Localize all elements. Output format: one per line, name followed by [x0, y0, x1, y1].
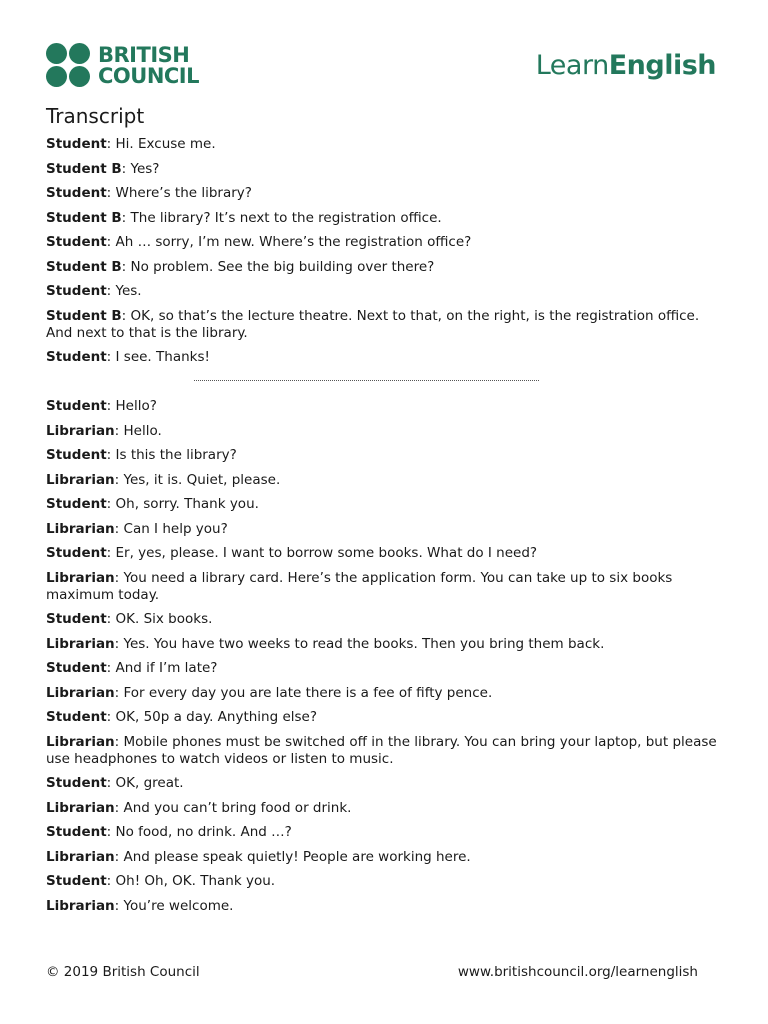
logo-dot	[46, 43, 67, 64]
line-text: : Hi. Excuse me.	[106, 136, 216, 152]
dialogue-line	[46, 611, 726, 628]
speaker-name: Librarian	[46, 733, 115, 750]
line-text: : Hello.	[114, 422, 162, 439]
transcript-body	[46, 136, 726, 922]
dialogue-line	[46, 660, 726, 677]
dialogue-line	[46, 873, 726, 890]
logo-dot	[69, 66, 90, 87]
dialogue-line	[46, 496, 726, 513]
line-text: : And you can’t bring food or drink.	[114, 799, 352, 816]
speaker-name: Student B	[46, 160, 122, 177]
speaker-name: Student	[46, 611, 107, 627]
line-text: : OK. Six books.	[106, 611, 213, 627]
speaker-name: Librarian	[46, 848, 115, 865]
dialogue-line	[46, 824, 726, 841]
line-text: : Mobile phones must be switched off in the library. You can bring your laptop, but please use headphones to watch videos or listen to music.	[46, 733, 717, 767]
page-title: Transcript	[46, 104, 145, 128]
dialogue-line	[46, 849, 726, 866]
dialogue-line	[46, 521, 726, 538]
speaker-name: Librarian	[46, 471, 115, 488]
dotted-separator	[194, 380, 539, 381]
dialogue-line	[46, 423, 726, 440]
line-text: : You’re welcome.	[114, 897, 234, 914]
line-text: : Ah … sorry, I’m new. Where’s the registration office?	[106, 234, 472, 250]
line-text: : Is this the library?	[106, 447, 237, 463]
speaker-name: Student	[46, 349, 107, 365]
dialogue-line	[46, 398, 726, 415]
speaker-name: Student B	[46, 258, 122, 275]
line-text: : OK, so that’s the lecture theatre. Next to that, on the right, is the registration office. And next to that is the library.	[46, 307, 700, 341]
dialogue-line	[46, 775, 726, 792]
speaker-name: Student	[46, 398, 107, 414]
speaker-name: Student	[46, 234, 107, 250]
dialogue-line	[46, 210, 726, 227]
british-council-wordmark	[98, 45, 199, 87]
line-text: : Yes, it is. Quiet, please.	[114, 471, 281, 488]
line-text: : Oh! Oh, OK. Thank you.	[106, 873, 276, 889]
line-text: : I see. Thanks!	[106, 349, 210, 365]
line-text: : OK, 50p a day. Anything else?	[106, 709, 318, 725]
british-council-dots-icon	[46, 43, 92, 89]
british-council-logo	[46, 43, 199, 89]
line-text: : You need a library card. Here’s the application form. You can take up to six books maximum today.	[46, 569, 673, 603]
dialogue-line	[46, 685, 726, 702]
line-text: : And if I’m late?	[106, 660, 218, 676]
speaker-name: Student	[46, 545, 107, 561]
dialogue-line	[46, 161, 726, 178]
line-text: : For every day you are late there is a fee of fifty pence.	[114, 684, 493, 701]
speaker-name: Student	[46, 775, 107, 791]
speaker-name: Student B	[46, 307, 122, 324]
speaker-name: Student	[46, 496, 107, 512]
line-text: : The library? It’s next to the registration office.	[121, 209, 442, 226]
line-text: : Er, yes, please. I want to borrow some books. What do I need?	[106, 545, 538, 561]
brand-line-1: BRITISH	[98, 43, 190, 67]
speaker-name: Student	[46, 447, 107, 463]
dialogue-line	[46, 570, 726, 604]
dialogue-line	[46, 308, 726, 342]
dialogue-line	[46, 234, 726, 251]
speaker-name: Librarian	[46, 897, 115, 914]
line-text: : Where’s the library?	[106, 185, 252, 201]
speaker-name: Student B	[46, 209, 122, 226]
dialogue-line	[46, 734, 726, 768]
footer-copyright: © 2019 British Council	[46, 964, 200, 980]
dialogue-line	[46, 349, 726, 366]
line-text: : And please speak quietly! People are working here.	[114, 848, 471, 865]
line-text: : Can I help you?	[114, 520, 228, 537]
logo-dot	[69, 43, 90, 64]
dialogue-line	[46, 136, 726, 153]
line-text: : Hello?	[106, 398, 157, 414]
speaker-name: Student	[46, 136, 107, 152]
line-text: : Yes.	[106, 283, 142, 299]
dialogue-line	[46, 259, 726, 276]
line-text: : No problem. See the big building over there?	[121, 258, 435, 275]
speaker-name: Student	[46, 873, 107, 889]
dialogue-line	[46, 545, 726, 562]
speaker-name: Student	[46, 709, 107, 725]
dialogue-line	[46, 283, 726, 300]
dialogue-2	[46, 398, 726, 915]
line-text: : Yes. You have two weeks to read the books. Then you bring them back.	[114, 635, 605, 652]
speaker-name: Student	[46, 185, 107, 201]
dialogue-1	[46, 136, 726, 366]
speaker-name: Student	[46, 660, 107, 676]
speaker-name: Librarian	[46, 569, 115, 586]
line-text: : Yes?	[121, 160, 160, 177]
dialogue-line	[46, 898, 726, 915]
brand-line-2: COUNCIL	[98, 64, 199, 88]
speaker-name: Librarian	[46, 684, 115, 701]
dialogue-line	[46, 472, 726, 489]
dialogue-line	[46, 185, 726, 202]
dialogue-line	[46, 636, 726, 653]
line-text: : Oh, sorry. Thank you.	[106, 496, 259, 512]
learn-text: Learn	[535, 50, 609, 81]
learnenglish-logo	[536, 50, 716, 81]
english-text: English	[608, 50, 716, 81]
logo-dot	[46, 66, 67, 87]
speaker-name: Librarian	[46, 520, 115, 537]
speaker-name: Librarian	[46, 799, 115, 816]
speaker-name: Librarian	[46, 635, 115, 652]
speaker-name: Student	[46, 824, 107, 840]
line-text: : OK, great.	[106, 775, 184, 791]
page-header	[0, 0, 768, 100]
dialogue-line	[46, 800, 726, 817]
speaker-name: Student	[46, 283, 107, 299]
dialogue-line	[46, 447, 726, 464]
speaker-name: Librarian	[46, 422, 115, 439]
line-text: : No food, no drink. And …?	[106, 824, 292, 840]
dialogue-line	[46, 709, 726, 726]
footer-url: www.britishcouncil.org/learnenglish	[457, 964, 698, 980]
